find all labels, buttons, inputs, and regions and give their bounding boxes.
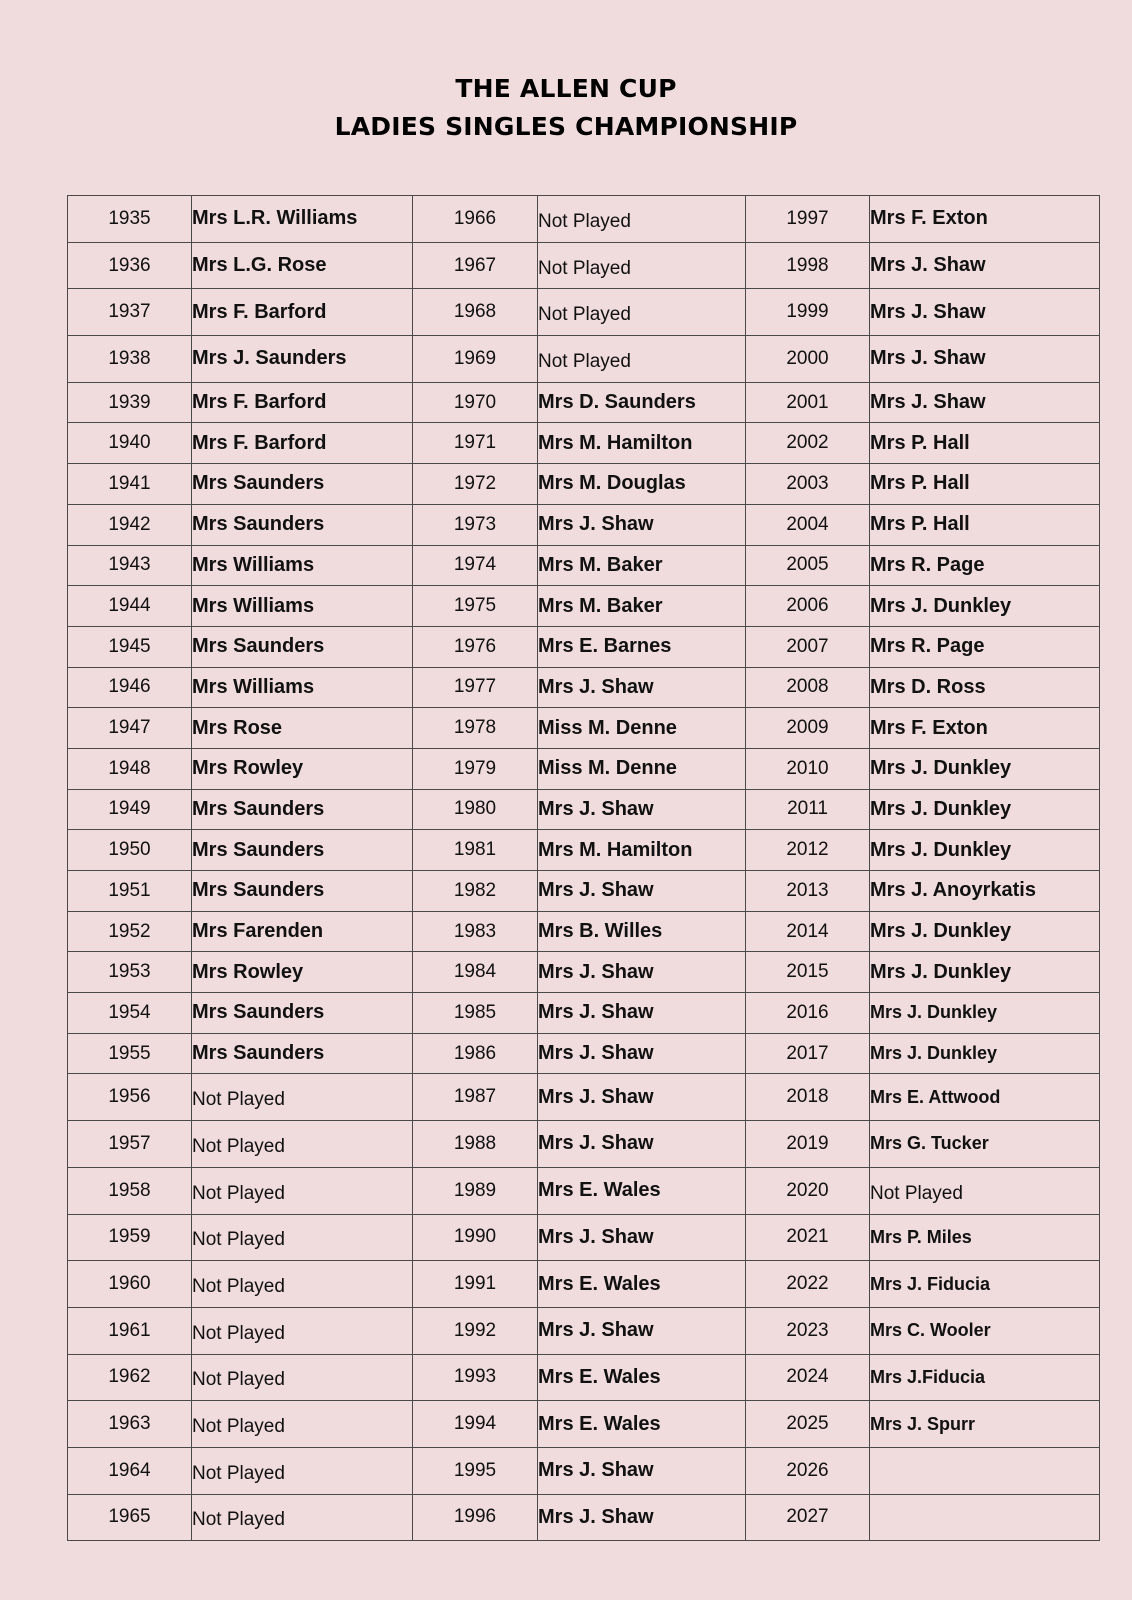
year-cell: 1992 [413,1307,538,1354]
year-cell: 2018 [746,1074,870,1121]
year-cell: 2002 [746,423,870,464]
winner-cell: Mrs J. Dunkley [870,748,1100,789]
year-cell: 2013 [746,871,870,912]
winner-cell: Mrs Rowley [192,748,413,789]
winner-cell: Mrs J. Shaw [870,382,1100,423]
year-cell: 1958 [68,1167,192,1214]
winner-cell: Mrs J. Dunkley [870,993,1100,1034]
not-played-cell: Not Played [192,1401,413,1448]
year-cell: 1973 [413,504,538,545]
title-block [0,70,1132,146]
winner-cell: Mrs Saunders [192,464,413,505]
year-cell: 1971 [413,423,538,464]
not-played-cell: Not Played [538,289,746,336]
table-row [68,667,1100,708]
year-cell: 1990 [413,1214,538,1261]
year-cell: 1966 [413,196,538,243]
table-row [68,336,1100,383]
year-cell: 1987 [413,1074,538,1121]
table-row [68,1401,1100,1448]
year-cell: 1950 [68,830,192,871]
table-row [68,1307,1100,1354]
winner-cell: Miss M. Denne [538,708,746,749]
winner-cell: Mrs E. Barnes [538,626,746,667]
winner-cell: Mrs J. Dunkley [870,830,1100,871]
table-row [68,952,1100,993]
table-row [68,1074,1100,1121]
winner-cell: Mrs E. Wales [538,1354,746,1401]
winner-cell: Mrs J. Shaw [870,242,1100,289]
year-cell: 2005 [746,545,870,586]
winner-cell: Mrs Williams [192,586,413,627]
year-cell: 2003 [746,464,870,505]
not-played-cell: Not Played [192,1121,413,1168]
results-table-body [68,196,1100,1541]
winner-cell: Mrs E. Wales [538,1167,746,1214]
table-row [68,242,1100,289]
winner-cell: Mrs P. Miles [870,1214,1100,1261]
winner-cell: Mrs Saunders [192,993,413,1034]
year-cell: 2023 [746,1307,870,1354]
winner-cell: Mrs F. Exton [870,708,1100,749]
table-row [68,1494,1100,1541]
table-row [68,1354,1100,1401]
year-cell: 1982 [413,871,538,912]
year-cell: 2021 [746,1214,870,1261]
year-cell: 1991 [413,1261,538,1308]
winner-cell: Mrs J. Shaw [538,1494,746,1541]
year-cell: 1954 [68,993,192,1034]
year-cell: 2012 [746,830,870,871]
winner-cell: Mrs J. Shaw [870,289,1100,336]
year-cell: 1943 [68,545,192,586]
year-cell: 1979 [413,748,538,789]
winner-cell: Mrs J. Fiducia [870,1261,1100,1308]
table-row [68,748,1100,789]
winner-cell: Mrs J.Fiducia [870,1354,1100,1401]
not-played-cell: Not Played [192,1214,413,1261]
year-cell: 1965 [68,1494,192,1541]
winner-cell: Mrs J. Shaw [538,1033,746,1074]
winner-cell: Mrs Saunders [192,504,413,545]
table-row [68,1214,1100,1261]
table-row [68,708,1100,749]
table-row [68,196,1100,243]
year-cell: 1961 [68,1307,192,1354]
winner-cell: Mrs J. Dunkley [870,1033,1100,1074]
winner-cell: Mrs Saunders [192,1033,413,1074]
winner-cell: Miss M. Denne [538,748,746,789]
year-cell: 1948 [68,748,192,789]
table-row [68,626,1100,667]
year-cell: 1994 [413,1401,538,1448]
winner-cell: Mrs J. Shaw [538,952,746,993]
table-row [68,1447,1100,1494]
not-played-cell: Not Played [192,1167,413,1214]
winner-cell: Mrs D. Ross [870,667,1100,708]
winner-cell: Mrs J. Saunders [192,336,413,383]
year-cell: 1941 [68,464,192,505]
table-row [68,289,1100,336]
winner-cell: Mrs J. Anoyrkatis [870,871,1100,912]
winner-cell: Mrs P. Hall [870,423,1100,464]
not-played-cell: Not Played [192,1261,413,1308]
year-cell: 1944 [68,586,192,627]
winner-cell: Mrs P. Hall [870,464,1100,505]
winner-cell: Mrs L.R. Williams [192,196,413,243]
winner-cell: Mrs R. Page [870,626,1100,667]
year-cell: 1980 [413,789,538,830]
not-played-cell: Not Played [538,196,746,243]
year-cell: 1999 [746,289,870,336]
not-played-cell: Not Played [192,1494,413,1541]
year-cell: 1952 [68,911,192,952]
not-played-cell: Not Played [538,336,746,383]
year-cell: 2022 [746,1261,870,1308]
winner-cell: Mrs E. Wales [538,1401,746,1448]
year-cell: 1955 [68,1033,192,1074]
year-cell: 2007 [746,626,870,667]
year-cell: 1974 [413,545,538,586]
winner-cell: Mrs J. Spurr [870,1401,1100,1448]
year-cell: 1984 [413,952,538,993]
winner-cell: Mrs M. Baker [538,586,746,627]
winner-cell [870,1494,1100,1541]
winner-cell: Mrs J. Dunkley [870,586,1100,627]
year-cell: 2024 [746,1354,870,1401]
table-row [68,464,1100,505]
winner-cell: Mrs F. Barford [192,382,413,423]
year-cell: 2010 [746,748,870,789]
table-row [68,871,1100,912]
year-cell: 1936 [68,242,192,289]
year-cell: 1946 [68,667,192,708]
year-cell: 2027 [746,1494,870,1541]
year-cell: 1998 [746,242,870,289]
winner-cell: Mrs J. Shaw [538,1214,746,1261]
table-row [68,1261,1100,1308]
year-cell: 2025 [746,1401,870,1448]
year-cell: 1940 [68,423,192,464]
winner-cell: Mrs E. Wales [538,1261,746,1308]
year-cell: 1988 [413,1121,538,1168]
year-cell: 1975 [413,586,538,627]
year-cell: 1959 [68,1214,192,1261]
winner-cell: Mrs M. Baker [538,545,746,586]
table-row [68,382,1100,423]
winner-cell: Mrs J. Dunkley [870,952,1100,993]
year-cell: 1978 [413,708,538,749]
year-cell: 2015 [746,952,870,993]
winner-cell: Mrs L.G. Rose [192,242,413,289]
year-cell: 1985 [413,993,538,1034]
year-cell: 1938 [68,336,192,383]
year-cell: 2014 [746,911,870,952]
not-played-cell: Not Played [192,1074,413,1121]
year-cell: 1949 [68,789,192,830]
year-cell: 1997 [746,196,870,243]
year-cell: 2016 [746,993,870,1034]
winner-cell: Mrs J. Dunkley [870,911,1100,952]
year-cell: 2011 [746,789,870,830]
year-cell: 1968 [413,289,538,336]
results-table [67,195,1100,1541]
year-cell: 1945 [68,626,192,667]
not-played-cell: Not Played [870,1167,1100,1214]
table-row [68,545,1100,586]
year-cell: 1964 [68,1447,192,1494]
year-cell: 1981 [413,830,538,871]
year-cell: 2006 [746,586,870,627]
winner-cell: Mrs Saunders [192,626,413,667]
year-cell: 1957 [68,1121,192,1168]
year-cell: 1996 [413,1494,538,1541]
year-cell: 1986 [413,1033,538,1074]
winner-cell: Mrs R. Page [870,545,1100,586]
year-cell: 1960 [68,1261,192,1308]
winner-cell: Mrs Rowley [192,952,413,993]
winner-cell: Mrs Williams [192,545,413,586]
winner-cell: Mrs Farenden [192,911,413,952]
not-played-cell: Not Played [192,1447,413,1494]
not-played-cell: Not Played [192,1307,413,1354]
winner-cell: Mrs M. Hamilton [538,423,746,464]
winner-cell: Mrs Saunders [192,871,413,912]
year-cell: 1951 [68,871,192,912]
year-cell: 2008 [746,667,870,708]
table-row [68,1167,1100,1214]
winner-cell: Mrs G. Tucker [870,1121,1100,1168]
not-played-cell: Not Played [538,242,746,289]
table-row [68,789,1100,830]
year-cell: 2000 [746,336,870,383]
year-cell: 1962 [68,1354,192,1401]
year-cell: 1970 [413,382,538,423]
year-cell: 2026 [746,1447,870,1494]
winner-cell: Mrs J. Shaw [538,1121,746,1168]
year-cell: 1969 [413,336,538,383]
year-cell: 1989 [413,1167,538,1214]
table-row [68,504,1100,545]
year-cell: 1967 [413,242,538,289]
winner-cell: Mrs J. Shaw [538,504,746,545]
year-cell: 1942 [68,504,192,545]
winner-cell: Mrs J. Shaw [870,336,1100,383]
winner-cell: Mrs P. Hall [870,504,1100,545]
winner-cell: Mrs E. Attwood [870,1074,1100,1121]
year-cell: 1995 [413,1447,538,1494]
year-cell: 1963 [68,1401,192,1448]
winner-cell: Mrs D. Saunders [538,382,746,423]
winner-cell: Mrs J. Dunkley [870,789,1100,830]
winner-cell: Mrs Williams [192,667,413,708]
winner-cell: Mrs J. Shaw [538,1307,746,1354]
year-cell: 2004 [746,504,870,545]
winner-cell: Mrs Rose [192,708,413,749]
year-cell: 2020 [746,1167,870,1214]
winner-cell [870,1447,1100,1494]
winner-cell: Mrs F. Barford [192,289,413,336]
table-row [68,830,1100,871]
winner-cell: Mrs F. Exton [870,196,1100,243]
winner-cell: Mrs J. Shaw [538,789,746,830]
winner-cell: Mrs M. Douglas [538,464,746,505]
winner-cell: Mrs J. Shaw [538,1447,746,1494]
year-cell: 1956 [68,1074,192,1121]
year-cell: 1937 [68,289,192,336]
year-cell: 1935 [68,196,192,243]
table-row [68,911,1100,952]
table-row [68,1033,1100,1074]
not-played-cell: Not Played [192,1354,413,1401]
year-cell: 1939 [68,382,192,423]
table-row [68,1121,1100,1168]
winner-cell: Mrs Saunders [192,789,413,830]
year-cell: 2019 [746,1121,870,1168]
year-cell: 1953 [68,952,192,993]
year-cell: 1983 [413,911,538,952]
winner-cell: Mrs F. Barford [192,423,413,464]
year-cell: 1947 [68,708,192,749]
table-row [68,993,1100,1034]
winner-cell: Mrs C. Wooler [870,1307,1100,1354]
table-row [68,586,1100,627]
year-cell: 2017 [746,1033,870,1074]
winner-cell: Mrs J. Shaw [538,993,746,1034]
winner-cell: Mrs B. Willes [538,911,746,952]
year-cell: 2009 [746,708,870,749]
winner-cell: Mrs J. Shaw [538,1074,746,1121]
year-cell: 1993 [413,1354,538,1401]
winner-cell: Mrs J. Shaw [538,871,746,912]
table-row [68,423,1100,464]
year-cell: 1976 [413,626,538,667]
year-cell: 1972 [413,464,538,505]
page-subtitle: LADIES SINGLES CHAMPIONSHIP [334,112,798,141]
winner-cell: Mrs M. Hamilton [538,830,746,871]
winner-cell: Mrs Saunders [192,830,413,871]
page-title: THE ALLEN CUP [455,74,677,103]
winner-cell: Mrs J. Shaw [538,667,746,708]
year-cell: 1977 [413,667,538,708]
year-cell: 2001 [746,382,870,423]
